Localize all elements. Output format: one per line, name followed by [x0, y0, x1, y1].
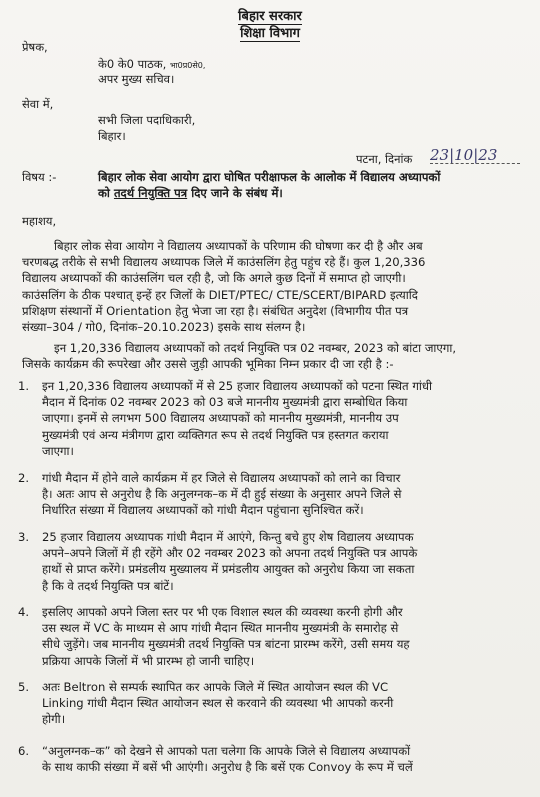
list-item — [18, 470, 518, 522]
list-item — [18, 743, 518, 779]
item-number: 3. — [18, 530, 30, 544]
item-line: है। अतः आप से अनुरोध है कि अनुलग्नक–क में दी हुई संख्या के अनुसार अपने जिले से — [42, 487, 402, 502]
item-text — [42, 378, 520, 459]
item-line: जाएगा। इनमें से लगभग 500 विद्यालय अध्यापकों को माननीय मुख्यमंत्री, माननीय उप — [42, 411, 399, 426]
item-line: Linking गांधी मैदान स्थित आयोजन स्थल से करवाने की व्यवस्था भी आपको करनी — [42, 696, 394, 711]
item-line: प्रक्रिया आपके जिलों में भी प्रारम्भ हो जानी चाहिए। — [42, 653, 255, 668]
list-item — [18, 604, 518, 672]
intro-line: चरणबद्ध तरीके से सभी विद्यालय अध्यापक जिले में काउंसलिंग हेतु पहुंच रहे हैं। कुल 1,20,336 — [22, 255, 426, 270]
item-line: इसलिए आपको अपने जिला स्तर पर भी एक विशाल स्थल की व्यवस्था करनी होगी और — [42, 605, 403, 619]
item-text — [42, 743, 520, 775]
recipient-name: सभी जिला पदाधिकारी, — [98, 113, 196, 127]
subject-pre: को — [98, 186, 114, 200]
intro-line: संख्या–304 / गो0, दिनांक–20.10.2023) इसके साथ संलग्न है। — [22, 320, 306, 335]
sender-label: प्रेषक, — [22, 40, 48, 54]
item-line: जाएगा। — [42, 443, 74, 458]
item-text — [42, 470, 520, 519]
subject-label: विषय :- — [22, 170, 57, 184]
item-line: सीधे जुड़ेंगे। जब माननीय मुख्यमंत्री तदर्थ नियुक्ति पत्र बांटना प्रारम्भ करेंगे, उसी समय यह — [42, 637, 410, 652]
item-line: इन 1,20,336 विद्यालय अध्यापकों में से 25 हजार विद्यालय अध्यापकों को पटना स्थित गांधी — [42, 379, 432, 393]
item-number: 2. — [18, 471, 30, 485]
sender-service: भा0प्र0से0, — [169, 61, 206, 70]
subject-underlined: तदर्थ नियुक्ति पत्र — [113, 186, 188, 200]
item-line: “अनुलग्नक–क” को देखने से आपको पता चलेगा कि आपके जिले से विद्यालय अध्यापकों — [42, 744, 411, 758]
subject-line-1: बिहार लोक सेवा आयोग द्वारा घोषित परीक्षाफल के आलोक में विद्यालय अध्यापकों — [98, 170, 441, 184]
salutation: महाशय, — [22, 214, 57, 228]
intro-line: विद्यालय अध्यापकों की काउंसलिंग चल रही है, जो कि अगले कुछ दिनों में समाप्त हो जाएगी। — [22, 271, 406, 286]
item-line: मुख्यमंत्री एवं अन्य मंत्रीगण द्वारा व्यक्तिगत रूप से तदर्थ नियुक्ति पत्र हस्तगत कराया — [42, 427, 389, 442]
date-place: पटना, दिनांक — [356, 152, 413, 166]
handwritten-date: 23|10|23 — [430, 146, 498, 164]
item-text — [42, 679, 520, 728]
sender-name-text: के0 के0 पाठक, — [98, 57, 167, 71]
sender-name — [98, 57, 205, 72]
list-item — [18, 378, 518, 462]
item-line: अपने–अपने जिलों में ही रहेंगे और 02 नवम्बर 2023 को अपना तदर्थ नियुक्ति पत्र आपके — [42, 546, 418, 561]
second-line: इन 1,20,336 विद्यालय अध्यापकों को तदर्थ नियुक्ति पत्र 02 नवम्बर, 2023 को बांटा जाएगा, — [54, 341, 457, 355]
item-line: हाथों से प्राप्त करेंगे। प्रमंडलीय मुख्यालय में प्रमंडलीय आयुक्त को अनुरोध किया जा सकता — [42, 562, 415, 577]
item-text — [42, 529, 520, 594]
item-line: है कि वे तदर्थ नियुक्ति पत्र बांटें। — [42, 578, 174, 593]
item-line: होगी। — [42, 712, 66, 727]
second-paragraph — [22, 340, 520, 372]
list-item — [18, 529, 518, 597]
intro-line: प्रशिक्षण संस्थानों में Orientation हेतु भेजा जा रहा है। संबंधित अनुदेश (विभागीय पीत पत्र — [22, 303, 409, 318]
recipient-label: सेवा में, — [22, 97, 54, 111]
item-line: गांधी मैदान में होने वाले कार्यक्रम में हर जिले से विद्यालय अध्यापकों को लाने का विचार — [42, 471, 401, 485]
intro-line: बिहार लोक सेवा आयोग ने विद्यालय अध्यापकों के परिणाम की घोषणा कर दी है और अब — [54, 239, 423, 253]
letterhead-govt: बिहार सरकार — [238, 9, 302, 24]
item-line: मैदान में दिनांक 02 नवम्बर 2023 को 03 बजे माननीय मुख्यमंत्री द्वारा सम्बोधित किया — [42, 395, 408, 410]
recipient-state: बिहार। — [98, 129, 126, 143]
intro-paragraph — [22, 238, 520, 335]
sender-designation: अपर मुख्य सचिव। — [98, 72, 175, 86]
item-line: निर्धारित संख्या में विद्यालय अध्यापकों को गांधी मैदान पहुंचाना सुनिश्चित करें। — [42, 503, 364, 518]
subject-line-2 — [98, 186, 283, 201]
date-line — [430, 163, 520, 164]
item-line: उस स्थल में VC के माध्यम से आप गांधी मैदान स्थित माननीय मुख्यमंत्री के समारोह से — [42, 621, 399, 636]
item-number: 5. — [18, 680, 30, 694]
item-line: अतः Beltron से सम्पर्क स्थापित कर आपके जिले में स्थित आयोजन स्थल की VC — [42, 680, 389, 694]
second-line: जिसके कार्यक्रम की रूपरेखा और उससे जुड़ी आपकी भूमिका निम्न प्रकार दी जा रही है :- — [22, 357, 394, 372]
intro-line: काउंसलिंग के ठीक पश्चात् इन्हें हर जिलों के DIET/PTEC/ CTE/SCERT/BIPARD इत्यादि — [22, 287, 418, 302]
item-number: 6. — [18, 744, 30, 758]
item-number: 4. — [18, 605, 30, 619]
item-line: 25 हजार विद्यालय अध्यापक गांधी मैदान में आएंगे, किन्तु बचे हुए शेष विद्यालय अध्यापक — [42, 530, 414, 544]
item-number: 1. — [18, 379, 30, 393]
letterhead-dept: शिक्षा विभाग — [240, 26, 300, 41]
item-line: के साथ काफी संख्या में बसें भी आएंगी। अनुरोध है कि बसें एक Convoy के रूप में चलें — [42, 760, 413, 775]
subject-post: दिए जाने के संबंध में। — [187, 186, 283, 200]
item-text — [42, 604, 520, 669]
list-item — [18, 679, 518, 731]
